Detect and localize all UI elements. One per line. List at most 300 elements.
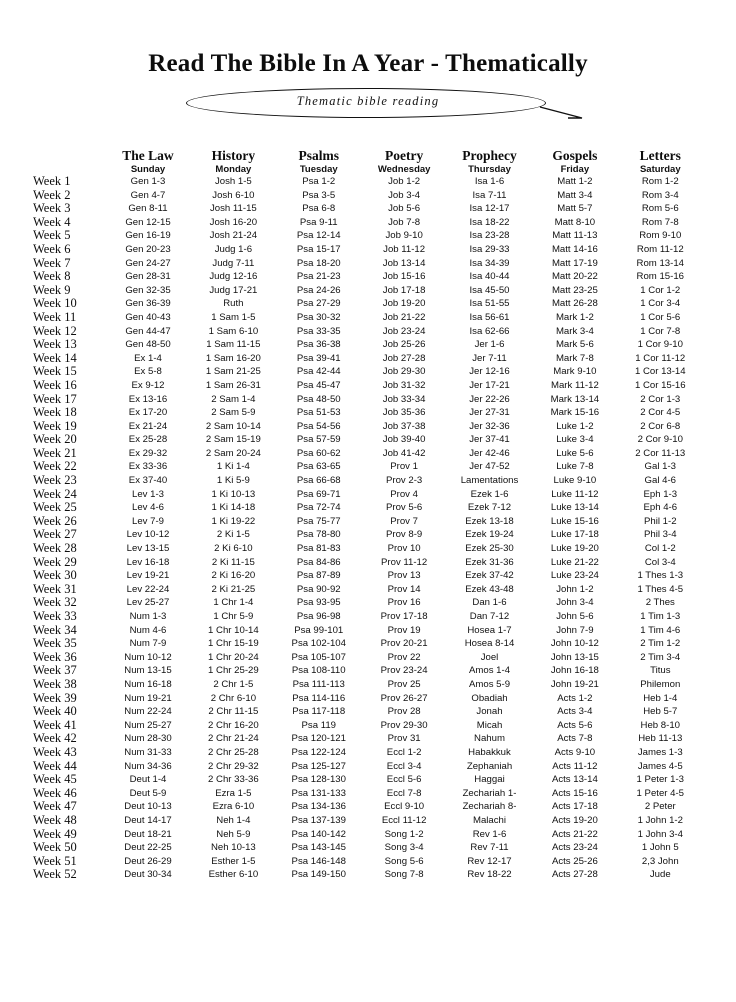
reading-cell: Job 11-12	[383, 243, 426, 255]
reading-cell: Prov 8-9	[385, 529, 423, 541]
reading-cell: Lev 4-6	[132, 502, 164, 514]
week-label: Week 29	[33, 554, 77, 569]
reading-cell: James 4-5	[637, 760, 683, 772]
reading-cell: Gen 28-31	[125, 271, 171, 283]
table-row	[33, 297, 703, 311]
column-header-poetry: Poetry	[385, 148, 424, 163]
table-row	[33, 243, 703, 257]
table-row	[33, 311, 703, 325]
table-row	[33, 229, 703, 243]
reading-cell: Jer 47-52	[469, 461, 510, 473]
reading-cell: 2 Ki 21-25	[211, 583, 256, 595]
reading-cell: Esther 6-10	[208, 869, 259, 881]
reading-cell: Ezek 13-18	[465, 515, 514, 527]
reading-cell: Rev 18-22	[467, 869, 512, 881]
reading-cell: 2 Ki 6-10	[214, 543, 253, 555]
reading-cell: Heb 5-7	[643, 706, 678, 718]
reading-cell: Prov 28	[387, 706, 421, 718]
table-row	[33, 868, 703, 882]
reading-cell: Jer 7-11	[472, 352, 507, 364]
reading-cell: Psa 24-26	[296, 284, 341, 296]
week-label: Week 11	[33, 309, 77, 324]
reading-cell: Matt 11-13	[552, 230, 598, 242]
reading-cell: Psa 84-86	[296, 556, 341, 568]
reading-cell: 1 Ki 19-22	[211, 515, 256, 527]
reading-cell: 1 Sam 26-31	[205, 379, 261, 391]
reading-cell: Num 7-9	[129, 638, 167, 650]
reading-cell: Jer 1-6	[474, 339, 505, 351]
reading-cell: Acts 23-24	[551, 842, 598, 854]
table-row	[33, 814, 703, 828]
reading-cell: Rev 12-17	[467, 855, 512, 867]
week-label: Week 6	[33, 241, 71, 256]
reading-cell: Psa 75-77	[296, 515, 341, 527]
reading-cell: 2 Ki 1-5	[216, 529, 250, 541]
reading-cell: Ezek 7-12	[467, 502, 512, 514]
reading-cell: Matt 26-28	[551, 298, 598, 310]
reading-cell: Num 34-36	[124, 760, 172, 772]
reading-cell: 1 Cor 9-10	[637, 339, 683, 351]
reading-cell: Gen 12-15	[125, 216, 171, 228]
reading-cell: Psa 12-14	[296, 230, 341, 242]
reading-cell: Prov 25	[387, 678, 421, 690]
reading-cell: Psa 21-23	[296, 271, 341, 283]
reading-cell: Jer 42-46	[469, 447, 510, 459]
reading-cell: 1 Ki 10-13	[211, 488, 256, 500]
table-row	[33, 828, 703, 842]
reading-cell: John 19-21	[550, 678, 599, 690]
reading-cell: Neh 10-13	[210, 842, 256, 854]
reading-cell: Gal 1-3	[644, 461, 677, 473]
reading-cell: James 1-3	[637, 746, 683, 758]
reading-cell: 1 Cor 1-2	[640, 284, 681, 296]
week-label: Week 12	[33, 323, 77, 338]
reading-cell: Psa 117-118	[292, 706, 346, 718]
reading-cell: Job 13-14	[382, 257, 426, 269]
reading-cell: Psa 51-53	[296, 407, 341, 419]
reading-cell: Deut 22-25	[124, 842, 172, 854]
reading-cell: Psa 18-20	[296, 257, 341, 269]
reading-cell: Luke 17-18	[550, 529, 599, 541]
reading-cell: Amos 1-4	[468, 665, 511, 677]
reading-cell: Psa 102-104	[291, 638, 346, 650]
reading-cell: Ex 25-28	[128, 434, 168, 446]
reading-cell: Ezek 37-42	[465, 570, 514, 582]
reading-cell: Acts 9-10	[554, 746, 596, 758]
reading-cell: Psa 87-89	[296, 570, 341, 582]
table-row	[33, 773, 703, 787]
reading-cell: Lev 1-3	[132, 488, 164, 500]
reading-cell: Prov 13	[387, 570, 421, 582]
reading-cell: 1 Thes 1-3	[637, 570, 684, 582]
reading-cell: Num 19-21	[124, 692, 172, 704]
reading-cell: 1 Cor 11-12	[635, 352, 686, 364]
reading-cell: Matt 14-16	[551, 243, 598, 255]
reading-cell: Mark 13-14	[550, 393, 600, 405]
reading-cell: Luke 9-10	[553, 475, 597, 487]
week-label: Week 48	[33, 812, 77, 827]
reading-cell: Isa 23-28	[469, 230, 510, 242]
week-label: Week 22	[33, 459, 77, 474]
reading-cell: Lev 22-24	[126, 583, 170, 595]
reading-cell: Psa 48-50	[296, 393, 341, 405]
week-label: Week 21	[33, 445, 77, 460]
reading-cell: Ezra 1-5	[215, 787, 252, 799]
reading-cell: 1 Sam 16-20	[205, 352, 261, 364]
reading-cell: Psa 78-80	[296, 529, 341, 541]
reading-cell: 1 Sam 21-25	[205, 366, 261, 378]
reading-cell: John 10-12	[550, 638, 599, 650]
table-row	[33, 284, 703, 298]
reading-cell: Judg 7-11	[212, 257, 255, 269]
reading-cell: Neh 5-9	[216, 828, 251, 840]
reading-cell: Ex 13-16	[128, 393, 168, 405]
table-row	[33, 189, 703, 203]
reading-cell: Psa 90-92	[296, 583, 341, 595]
column-header-psalms: Psalms	[298, 148, 339, 163]
reading-cell: Acts 13-14	[551, 774, 598, 786]
week-label: Week 39	[33, 690, 77, 705]
week-label: Week 8	[33, 269, 71, 284]
reading-cell: John 7-9	[556, 624, 594, 636]
reading-cell: Obadiah	[471, 692, 508, 704]
table-row	[33, 338, 703, 352]
reading-cell: Gen 24-27	[125, 257, 171, 269]
reading-cell: Num 16-18	[124, 678, 172, 690]
reading-cell: Hosea 8-14	[464, 638, 515, 650]
reading-cell: Num 1-3	[129, 611, 167, 622]
reading-plan-table	[33, 148, 703, 882]
reading-cell: Judg 12-16	[209, 271, 258, 283]
reading-cell: Hosea 1-7	[467, 624, 512, 636]
reading-cell: Song 1-2	[384, 828, 424, 840]
reading-cell: Gen 32-35	[125, 284, 171, 296]
reading-cell: Psa 39-41	[296, 352, 341, 364]
reading-cell: Num 4-6	[129, 624, 167, 636]
reading-cell: Acts 27-28	[551, 869, 598, 881]
reading-cell: Jer 32-36	[469, 420, 510, 432]
reading-cell: 1 Cor 13-14	[634, 366, 686, 378]
reading-cell: Psa 9-11	[299, 216, 338, 228]
week-label: Week 28	[33, 541, 77, 556]
reading-cell: 2 Sam 1-4	[211, 393, 256, 405]
reading-cell: 1 Sam 11-15	[206, 339, 261, 351]
week-label: Week 20	[33, 432, 77, 447]
week-label: Week 24	[33, 486, 77, 501]
reading-cell: Song 7-8	[384, 869, 424, 881]
reading-cell: Neh 1-4	[216, 814, 251, 826]
column-header-prophecy: Prophecy	[462, 148, 517, 163]
reading-cell: 2 Chr 1-5	[213, 678, 254, 690]
reading-cell: Job 39-40	[382, 434, 426, 446]
reading-cell: 2 Tim 3-4	[640, 651, 681, 663]
reading-cell: Eccl 1-2	[386, 746, 422, 758]
reading-cell: Zechariah 8-	[462, 801, 517, 813]
reading-cell: Rom 9-10	[639, 230, 682, 242]
reading-cell: Prov 7	[390, 515, 418, 527]
reading-cell: 2 Sam 10-14	[205, 420, 261, 432]
reading-cell: 2 Ki 16-20	[211, 570, 256, 582]
week-label: Week 17	[33, 391, 77, 406]
reading-cell: Col 3-4	[644, 556, 676, 568]
reading-cell: Psa 45-47	[296, 379, 341, 391]
reading-cell: Isa 18-22	[469, 216, 510, 228]
week-label: Week 34	[33, 622, 77, 637]
table-row	[33, 624, 703, 638]
reading-cell: Gen 8-11	[128, 203, 168, 215]
reading-cell: Num 10-12	[124, 651, 172, 663]
reading-cell: Jude	[649, 869, 671, 881]
reading-cell: Psa 108-110	[291, 665, 346, 677]
reading-cell: Ezek 1-6	[470, 488, 509, 500]
reading-cell: Rom 7-8	[641, 216, 679, 228]
reading-cell: 1 Chr 15-19	[208, 638, 259, 650]
week-label: Week 36	[33, 649, 77, 664]
reading-cell: Acts 7-8	[557, 733, 593, 745]
reading-cell: Job 3-4	[388, 189, 421, 201]
table-row	[33, 651, 703, 665]
column-header-gospels: Gospels	[552, 148, 598, 163]
reading-cell: 1 Sam 1-5	[211, 311, 256, 323]
reading-cell: Job 33-34	[382, 393, 426, 405]
reading-cell: Matt 23-25	[551, 284, 598, 296]
reading-cell: Matt 1-2	[557, 176, 593, 187]
week-label: Week 46	[33, 785, 77, 800]
reading-cell: Deut 10-13	[124, 801, 172, 813]
reading-cell: Psa 111-113	[292, 678, 345, 690]
reading-cell: Job 23-24	[382, 325, 426, 337]
week-label: Week 49	[33, 826, 77, 841]
reading-cell: Rom 3-4	[641, 189, 679, 201]
reading-cell: Psa 63-65	[296, 461, 341, 473]
reading-cell: Eccl 5-6	[386, 774, 422, 786]
reading-cell: Philemon	[640, 678, 681, 690]
reading-cell: 2 Cor 1-3	[640, 393, 681, 405]
table-header	[33, 148, 703, 175]
reading-cell: Psa 30-32	[296, 311, 341, 323]
reading-cell: 1 Peter 1-3	[636, 774, 685, 786]
reading-cell: Prov 5-6	[385, 502, 423, 514]
reading-cell: Heb 8-10	[640, 719, 681, 731]
reading-cell: 2 Sam 20-24	[205, 447, 261, 459]
table-row	[33, 515, 703, 529]
week-label: Week 26	[33, 513, 77, 528]
reading-cell: Jonah	[476, 706, 503, 718]
reading-cell: Isa 1-6	[474, 176, 505, 187]
reading-cell: 1 Thes 4-5	[637, 583, 684, 595]
reading-cell: Mark 5-6	[555, 339, 594, 351]
reading-cell: Num 25-27	[124, 719, 172, 731]
reading-cell: 2 Chr 11-15	[208, 706, 259, 718]
reading-cell: Matt 20-22	[551, 271, 598, 283]
reading-cell: Psa 69-71	[296, 488, 341, 500]
table-row	[33, 746, 703, 760]
week-label: Week 15	[33, 364, 77, 379]
reading-cell: Heb 11-13	[638, 733, 683, 745]
table-row	[33, 393, 703, 407]
reading-cell: 2 Tim 1-2	[640, 638, 681, 650]
reading-cell: Acts 11-12	[552, 760, 598, 772]
week-label: Week 18	[33, 405, 77, 420]
reading-cell: Col 1-2	[644, 543, 676, 555]
week-label: Week 9	[33, 282, 71, 297]
reading-cell: Rom 15-16	[636, 271, 685, 283]
reading-cell: Ruth	[223, 298, 244, 310]
reading-cell: Ex 33-36	[128, 461, 168, 473]
reading-cell: Psa 149-150	[291, 869, 346, 881]
reading-cell: Acts 15-16	[551, 787, 598, 799]
reading-cell: 1 John 1-2	[637, 814, 683, 826]
reading-cell: 2 Cor 4-5	[640, 407, 681, 419]
day-header-sunday: Sunday	[130, 164, 166, 175]
reading-cell: Matt 17-19	[551, 257, 598, 269]
reading-cell: Isa 45-50	[469, 284, 510, 296]
reading-cell: 2 Thes	[645, 597, 675, 609]
table-row	[33, 379, 703, 393]
week-label: Week 10	[33, 296, 77, 311]
reading-cell: Mark 15-16	[550, 407, 600, 419]
reading-cell: 1 Peter 4-5	[636, 787, 685, 799]
reading-cell: Lamentations	[460, 475, 519, 487]
reading-cell: 1 Chr 10-14	[208, 624, 259, 636]
reading-cell: 1 Ki 14-18	[211, 502, 256, 514]
reading-cell: 1 Cor 3-4	[640, 298, 681, 310]
reading-cell: Ex 5-8	[134, 366, 162, 378]
reading-cell: 1 Cor 15-16	[634, 379, 686, 391]
reading-cell: Phil 3-4	[644, 529, 677, 541]
reading-cell: Psa 72-74	[296, 502, 341, 514]
reading-cell: Job 9-10	[385, 230, 423, 242]
week-label: Week 1	[33, 174, 71, 188]
table-row	[33, 760, 703, 774]
reading-cell: Job 21-22	[382, 311, 426, 323]
reading-cell: Job 15-16	[382, 271, 426, 283]
reading-cell: Psa 134-136	[291, 801, 346, 813]
reading-cell: Psa 93-95	[296, 597, 341, 609]
reading-cell: 1 Ki 5-9	[216, 475, 250, 487]
table-row	[33, 569, 703, 583]
reading-cell: Josh 6-10	[212, 189, 255, 201]
reading-cell: Psa 1-2	[302, 176, 336, 187]
table-row	[33, 596, 703, 610]
day-header-monday: Monday	[215, 164, 252, 175]
reading-cell: Lev 7-9	[132, 515, 164, 527]
table-body	[33, 175, 703, 882]
reading-cell: Ex 37-40	[128, 475, 168, 487]
reading-cell: Ezek 31-36	[465, 556, 514, 568]
table-row	[33, 501, 703, 515]
week-label: Week 33	[33, 609, 77, 623]
reading-cell: Num 22-24	[124, 706, 172, 718]
reading-cell: Rom 11-12	[636, 243, 684, 255]
reading-cell: Joel	[480, 651, 499, 663]
reading-cell: Prov 2-3	[385, 475, 423, 487]
reading-cell: Mark 3-4	[555, 325, 594, 337]
reading-cell: Num 31-33	[124, 746, 172, 758]
week-label: Week 13	[33, 337, 77, 352]
reading-cell: Luke 15-16	[550, 515, 599, 527]
reading-cell: Prov 20-21	[380, 638, 428, 650]
reading-cell: Prov 31	[387, 733, 421, 745]
table-row	[33, 841, 703, 855]
reading-cell: Isa 62-66	[469, 325, 510, 337]
table-row	[33, 610, 703, 624]
reading-cell: Deut 14-17	[124, 814, 172, 826]
reading-cell: Acts 17-18	[551, 801, 598, 813]
reading-cell: Isa 51-55	[469, 298, 510, 310]
column-header-the-law: The Law	[122, 148, 174, 163]
day-header-thursday: Thursday	[468, 164, 511, 175]
reading-cell: Ex 9-12	[131, 379, 165, 391]
reading-cell: Job 29-30	[382, 366, 426, 378]
table-row	[33, 583, 703, 597]
reading-cell: Rom 5-6	[641, 203, 679, 215]
reading-cell: John 13-15	[550, 651, 599, 663]
week-label: Week 51	[33, 853, 77, 868]
day-header-wednesday: Wednesday	[377, 164, 431, 175]
reading-cell: John 3-4	[556, 597, 594, 609]
reading-cell: Prov 26-27	[380, 692, 428, 704]
reading-cell: Jer 37-41	[469, 434, 510, 446]
reading-cell: Eccl 3-4	[386, 760, 422, 772]
reading-cell: Josh 16-20	[209, 216, 258, 228]
reading-cell: 1 Tim 4-6	[640, 624, 681, 636]
reading-cell: Zephaniah	[466, 760, 513, 772]
reading-cell: Job 7-8	[388, 216, 421, 228]
reading-cell: Habakkuk	[468, 746, 511, 758]
reading-cell: Eccl 9-10	[384, 801, 425, 813]
reading-cell: 2 Chr 6-10	[210, 692, 257, 704]
reading-cell: 2 Sam 5-9	[211, 407, 256, 419]
reading-cell: Jer 22-26	[469, 393, 510, 405]
reading-cell: Gen 48-50	[125, 339, 171, 351]
reading-cell: Gen 1-3	[130, 176, 166, 187]
reading-cell: Lev 13-15	[126, 543, 170, 555]
table-row	[33, 787, 703, 801]
reading-cell: Luke 11-12	[551, 488, 599, 500]
reading-cell: Psa 125-127	[291, 760, 346, 772]
week-label: Week 43	[33, 744, 77, 759]
table-row	[33, 216, 703, 230]
reading-cell: Deut 18-21	[124, 828, 172, 840]
reading-cell: Luke 23-24	[550, 570, 599, 582]
reading-cell: Mark 9-10	[553, 366, 597, 378]
reading-cell: Micah	[476, 719, 503, 731]
week-label: Week 27	[33, 527, 77, 542]
reading-cell: Isa 29-33	[469, 243, 510, 255]
week-label: Week 7	[33, 255, 71, 270]
week-label: Week 2	[33, 187, 71, 202]
reading-cell: Psa 42-44	[296, 366, 341, 378]
reading-cell: Song 3-4	[384, 842, 424, 854]
reading-cell: Haggai	[474, 774, 505, 786]
table-row	[33, 705, 703, 719]
reading-cell: Job 17-18	[382, 284, 426, 296]
reading-cell: Dan 1-6	[472, 597, 507, 609]
reading-cell: 2 Chr 25-28	[208, 746, 259, 758]
reading-cell: Mark 7-8	[555, 352, 594, 364]
reading-cell: 1 Chr 25-29	[208, 665, 259, 677]
day-title-row	[33, 164, 703, 175]
table-row	[33, 855, 703, 869]
reading-cell: Psa 27-29	[296, 298, 341, 310]
reading-cell: Esther 1-5	[211, 855, 256, 867]
reading-cell: Psa 99-101	[294, 624, 344, 636]
week-label: Week 25	[33, 500, 77, 515]
reading-cell: Ex 17-20	[128, 407, 168, 419]
week-label: Week 47	[33, 799, 77, 814]
reading-cell: Lev 19-21	[126, 570, 170, 582]
